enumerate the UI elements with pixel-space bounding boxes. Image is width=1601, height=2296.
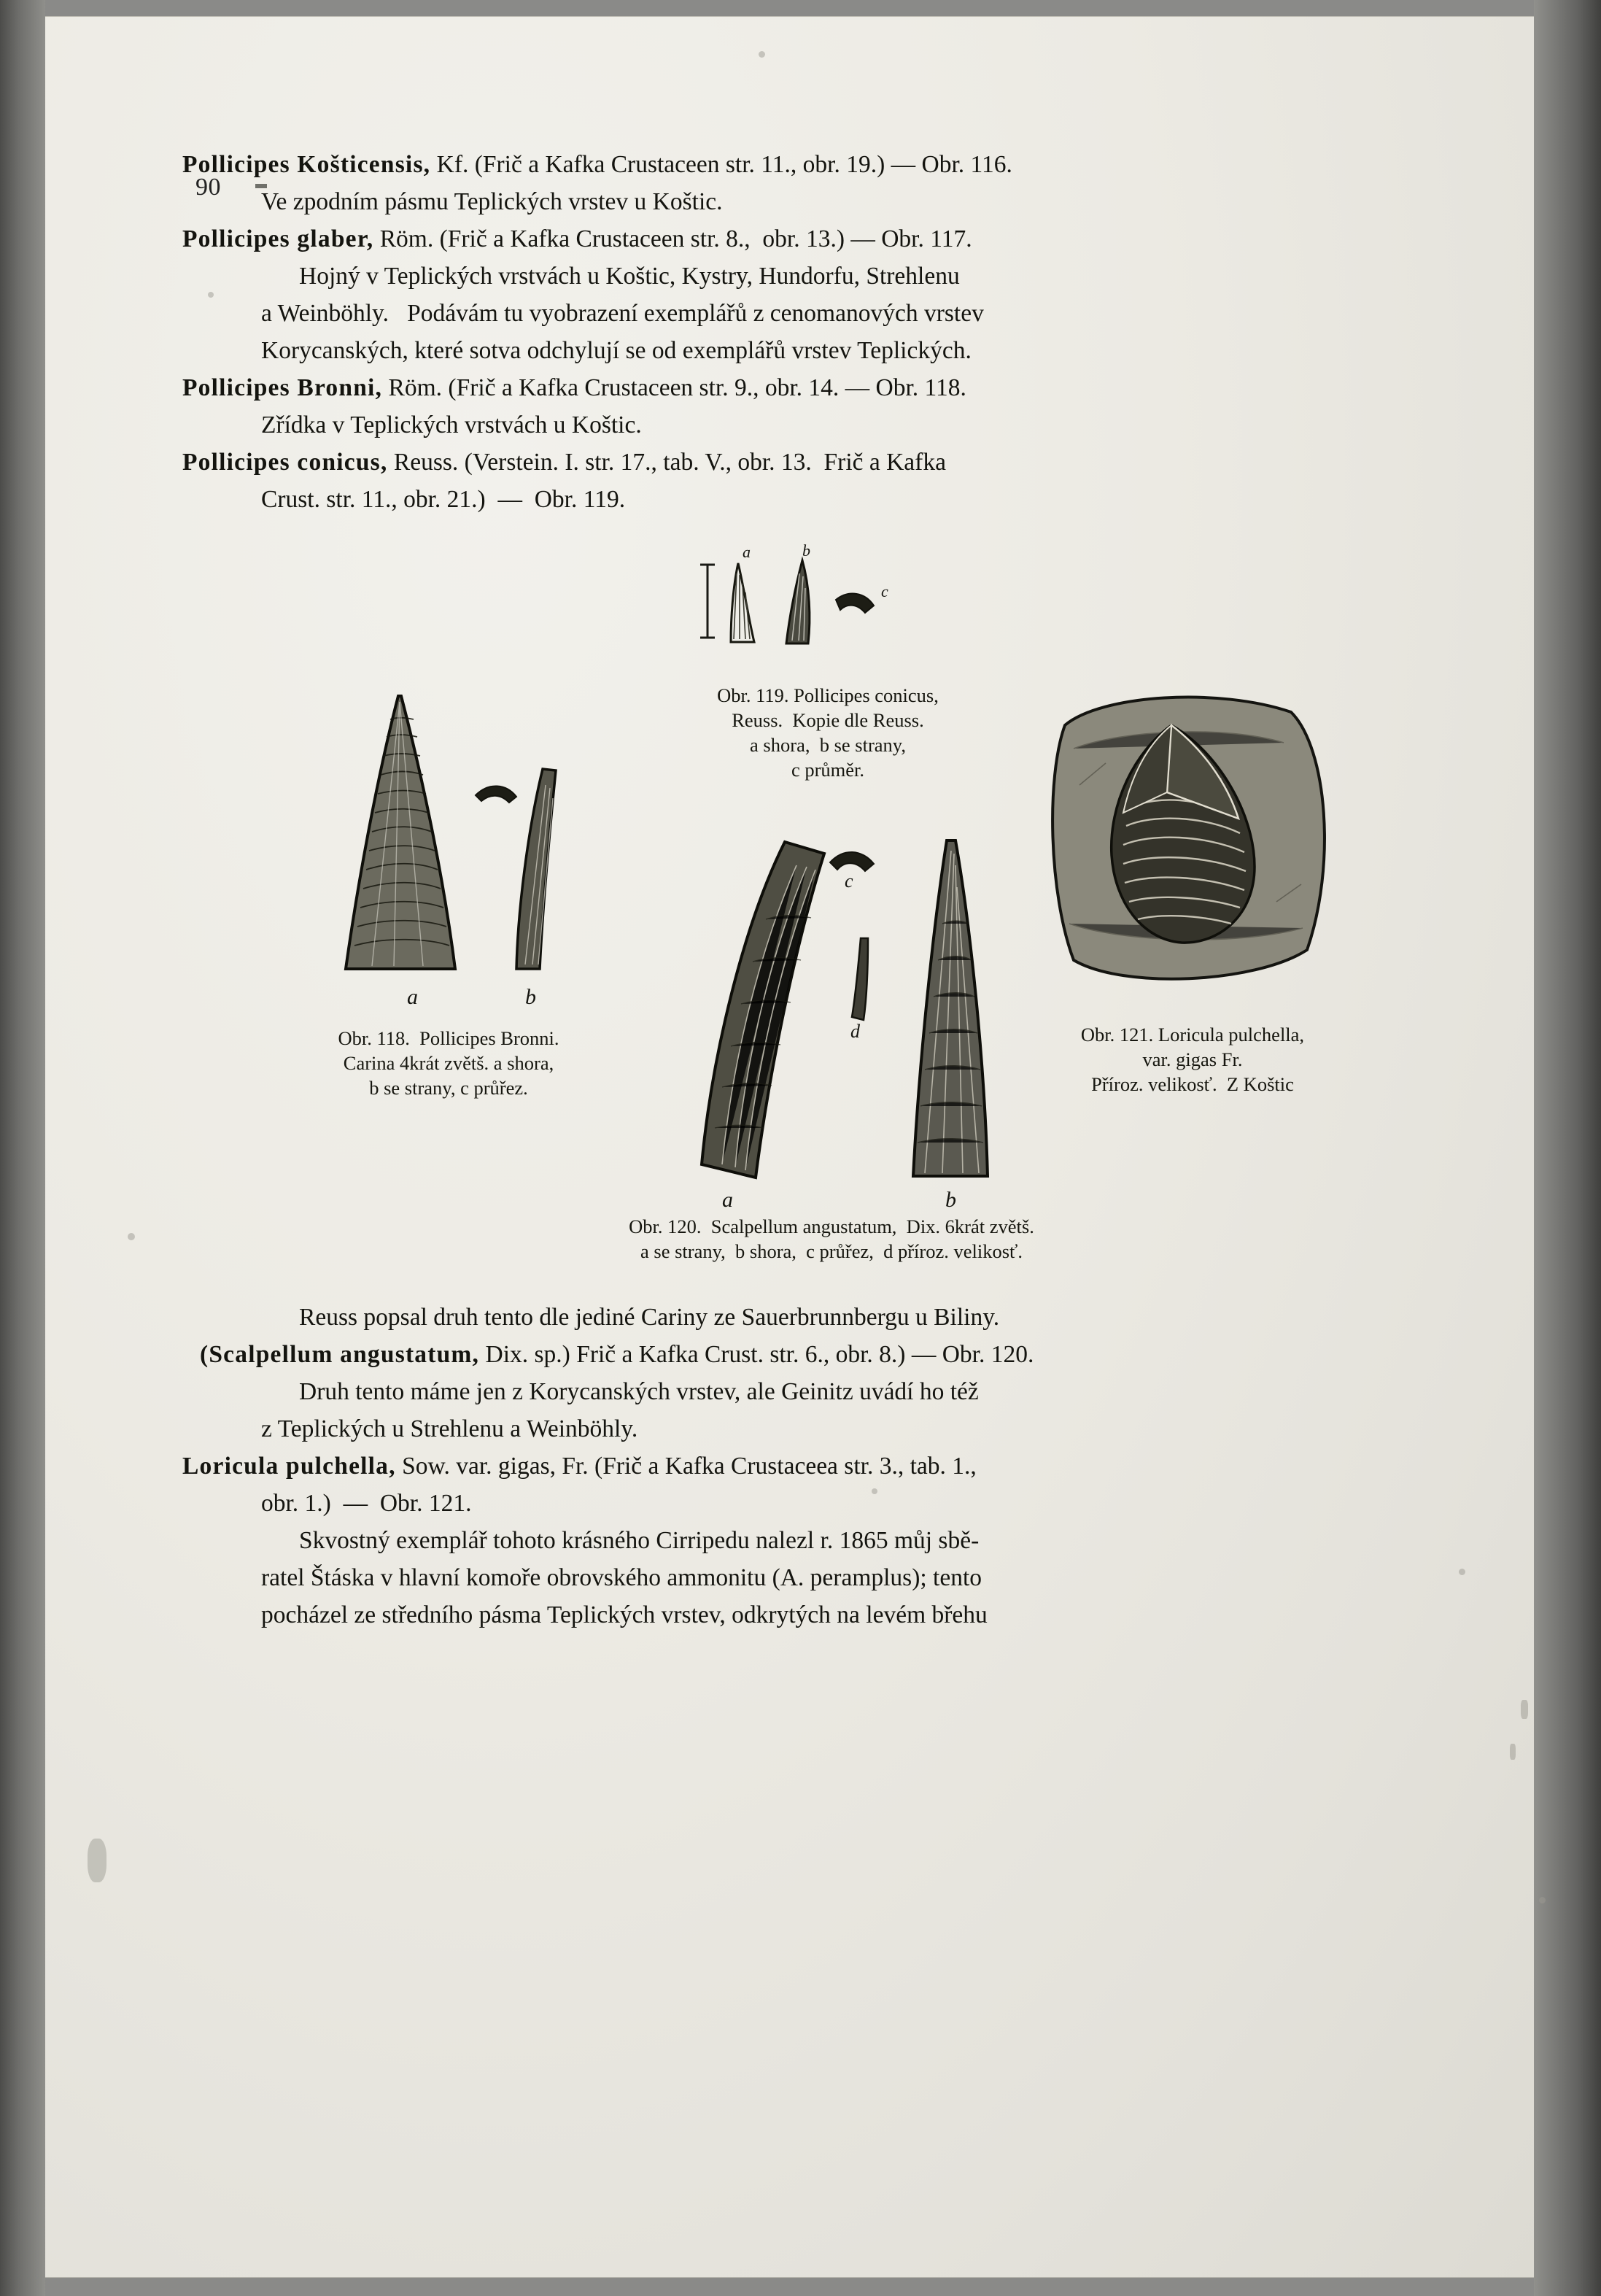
figure-119-illustration [693, 544, 999, 690]
svg-text:b: b [945, 1188, 956, 1212]
text-line: Ve zpodním pásmu Teplických vrstev u Koštic. [261, 188, 723, 215]
svg-text:b: b [802, 544, 810, 560]
svg-text:a: a [743, 544, 751, 561]
text-line: Reuss popsal druh tento dle jediné Cariny ze Sauerbrunnbergu u Biliny. [299, 1304, 1000, 1331]
caption-line: var. gigas Fr. [1142, 1048, 1243, 1070]
svg-text:d: d [850, 1021, 860, 1042]
caption-line: Obr. 118. Pollicipes Bronni. [338, 1027, 559, 1049]
scan-speckle [128, 1233, 135, 1240]
caption-line: a shora, b se strany, [750, 734, 906, 756]
text-line: Pollicipes Košticensis, Kf. (Frič a Kafka Crustaceen str. 11., obr. 19.) — Obr. 116. [182, 151, 1012, 178]
caption-line: Obr. 120. Scalpellum angustatum, Dix. 6krát zvětš. [629, 1215, 1034, 1237]
scan-speckle [759, 51, 765, 58]
page-number: 90 [195, 174, 221, 201]
text-line: Zřídka v Teplických vrstvách u Koštic. [261, 411, 642, 438]
figure-120-caption [503, 1214, 1160, 1264]
page-content [182, 146, 1400, 1634]
text-line: Pollicipes Bronni, Röm. (Frič a Kafka Crustaceen str. 9., obr. 14. — Obr. 118. [182, 374, 966, 401]
scan-speckle [1521, 1700, 1528, 1719]
text-line: Skvostný exemplář tohoto krásného Cirripedu nalezl r. 1865 můj sbě- [299, 1527, 980, 1554]
text-block-top [182, 146, 1400, 518]
caption-line: c průměr. [791, 759, 865, 781]
caption-line: Reuss. Kopie dle Reuss. [732, 709, 924, 731]
text-line: z Teplických u Strehlenu a Weinböhly. [261, 1415, 638, 1442]
text-line: Loricula pulchella, Sow. var. gigas, Fr. (Frič a Kafka Crustaceea str. 3., tab. 1., [182, 1453, 977, 1480]
svg-text:c: c [881, 582, 888, 600]
text-line: Pollicipes glaber, Röm. (Frič a Kafka Crustaceen str. 8., obr. 13.) — Obr. 117. [182, 225, 972, 252]
scan-speckle [1459, 1569, 1465, 1575]
figure-119-caption [656, 683, 999, 782]
svg-text:b: b [525, 985, 536, 1009]
text-block-bottom [182, 1299, 1400, 1634]
caption-line: Příroz. velikosť. Z Koštic [1091, 1073, 1294, 1095]
scan-speckle [1510, 1744, 1516, 1760]
svg-text:a: a [722, 1188, 733, 1212]
figure-group [182, 537, 1400, 1274]
scan-speckle [1539, 1897, 1546, 1903]
text-line: pocházel ze středního pásma Teplických vrstev, odkrytých na levém břehu [261, 1601, 988, 1628]
text-line: obr. 1.) — Obr. 121. [261, 1490, 472, 1517]
svg-text:a: a [407, 985, 418, 1009]
figure-120-illustration [642, 822, 1050, 1215]
figure-121-caption [1007, 1022, 1379, 1097]
text-line: Crust. str. 11., obr. 21.) — Obr. 119. [261, 486, 626, 513]
page-edge-right-shadow [1534, 0, 1601, 2296]
text-line: Hojný v Teplických vrstvách u Koštic, Kystry, Hundorfu, Strehlenu [299, 263, 960, 290]
caption-line: b se strany, c průřez. [369, 1077, 528, 1099]
text-line: Druh tento máme jen z Korycanských vrstev, ale Geinitz uvádí ho též [299, 1378, 979, 1405]
figure-118-illustration [284, 683, 591, 1018]
caption-line: Carina 4krát zvětš. a shora, [343, 1052, 554, 1074]
figure-121-illustration [1036, 683, 1349, 1011]
text-line: ratel Štáska v hlavní komoře obrovského ammonitu (A. peramplus); tento [261, 1564, 982, 1591]
text-line: a Weinböhly. Podávám tu vyobrazení exemplářů z cenomanových vrstev [261, 300, 984, 327]
page-edge-left-shadow [0, 0, 45, 2296]
caption-line: Obr. 121. Loricula pulchella, [1080, 1024, 1305, 1045]
scan-artifact [88, 1839, 106, 1882]
figure-118-caption [263, 1026, 635, 1100]
text-line: (Scalpellum angustatum, Dix. sp.) Frič a Kafka Crust. str. 6., obr. 8.) — Obr. 120. [200, 1341, 1034, 1368]
caption-line: Obr. 119. Pollicipes conicus, [717, 684, 939, 706]
svg-text:c: c [845, 870, 853, 892]
text-line: Korycanských, které sotva odchylují se od exemplářů vrstev Teplických. [261, 337, 972, 364]
text-line: Pollicipes conicus, Reuss. (Verstein. I. str. 17., tab. V., obr. 13. Frič a Kafka [182, 449, 946, 476]
caption-line: a se strany, b shora, c průřez, d příroz. velikosť. [640, 1240, 1023, 1262]
